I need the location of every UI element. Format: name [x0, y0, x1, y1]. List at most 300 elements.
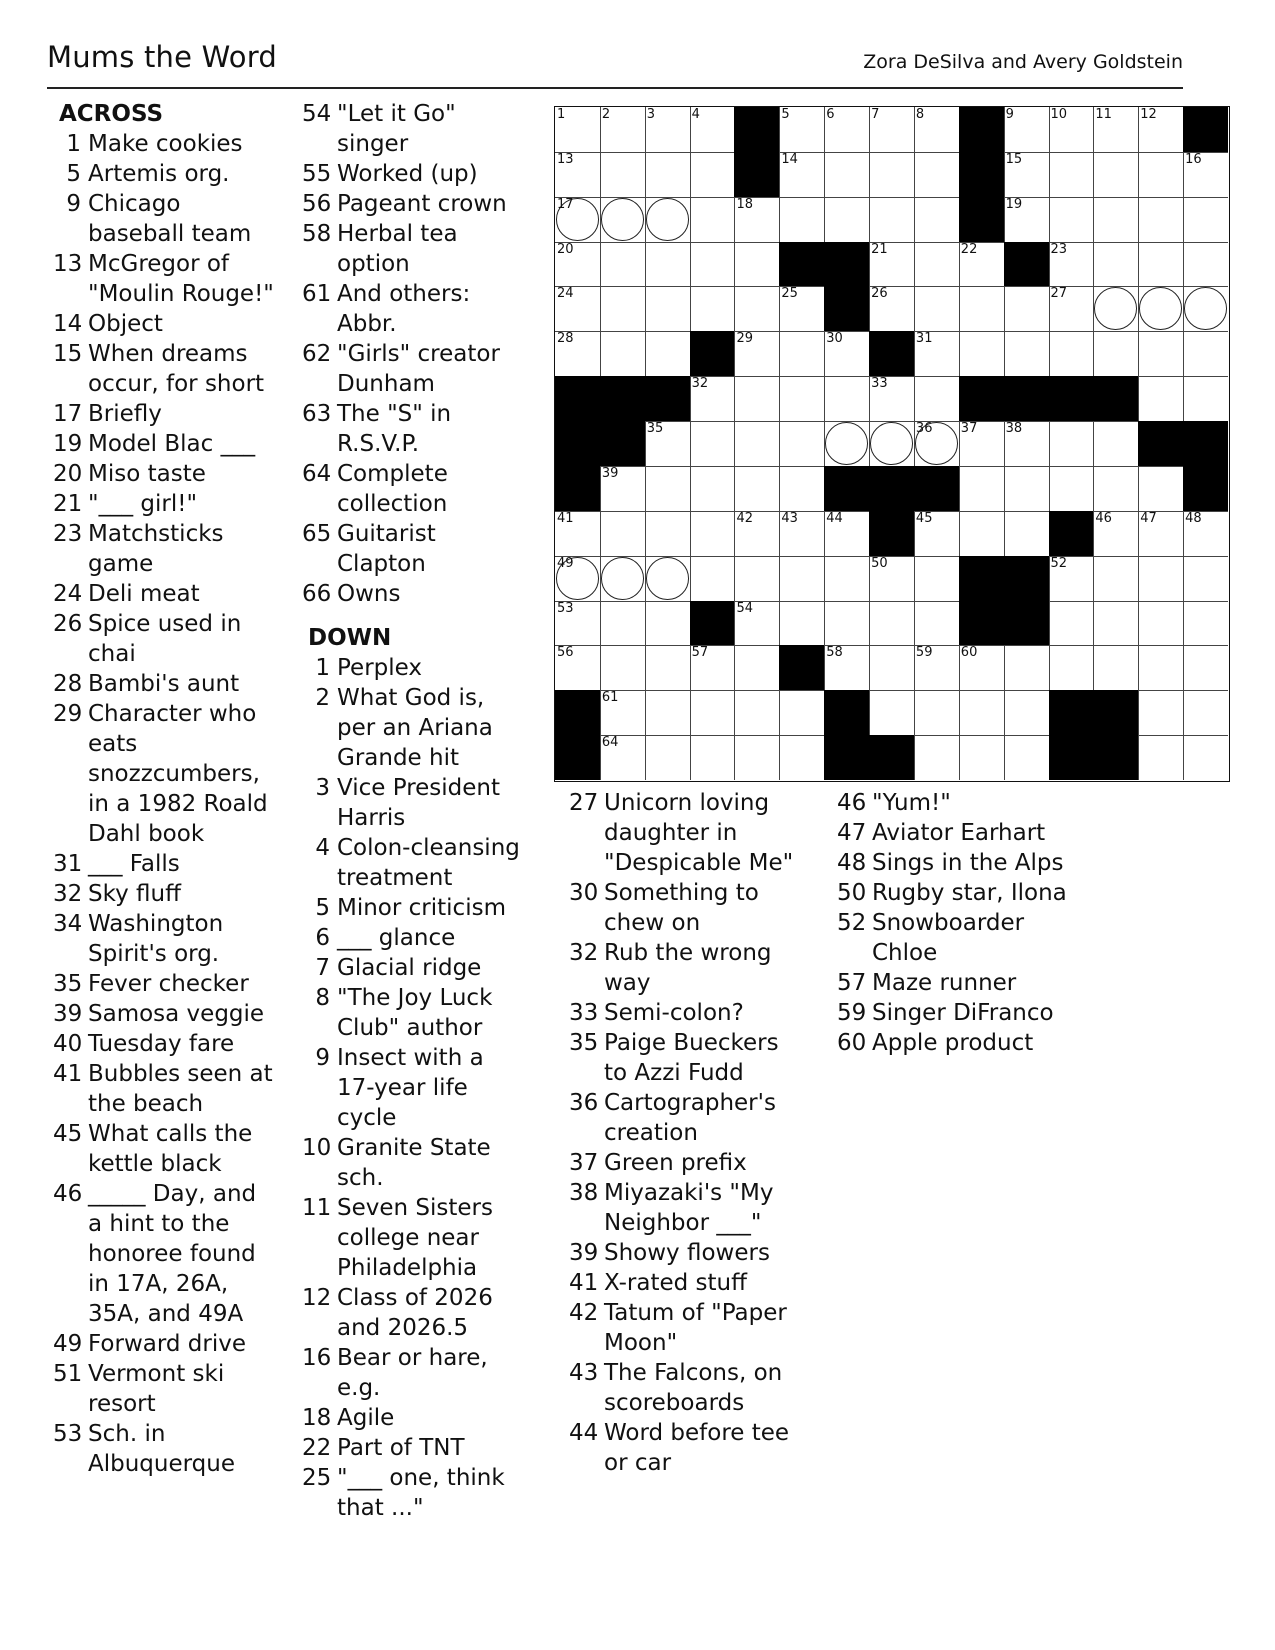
- grid-cell[interactable]: [645, 511, 691, 557]
- grid-cell[interactable]: [869, 556, 915, 602]
- clue-text: The Falcons, on scoreboards: [604, 1360, 783, 1416]
- grid-cell[interactable]: [1093, 152, 1139, 198]
- circle-marker: [1184, 287, 1227, 330]
- grid-cell[interactable]: [1138, 286, 1184, 332]
- clue-number: 41: [569, 1270, 599, 1296]
- grid-cell[interactable]: [1183, 511, 1228, 557]
- grid-cell[interactable]: [1138, 107, 1184, 153]
- grid-cell[interactable]: [1004, 421, 1050, 467]
- grid-cell[interactable]: [555, 556, 601, 602]
- grid-cell[interactable]: [555, 511, 601, 557]
- grid-cell[interactable]: [1049, 645, 1095, 691]
- grid-cell[interactable]: [734, 197, 780, 243]
- block-cell: [914, 466, 960, 512]
- grid-cell[interactable]: [959, 690, 1005, 736]
- grid-cell[interactable]: [914, 152, 960, 198]
- clue-text: Forward drive: [88, 1331, 247, 1357]
- grid-cell[interactable]: [779, 286, 825, 332]
- clue-number: 37: [569, 1150, 599, 1176]
- grid-cell[interactable]: [645, 197, 691, 243]
- grid-cell[interactable]: [824, 421, 870, 467]
- grid-cell[interactable]: [1093, 556, 1139, 602]
- grid-cell[interactable]: [779, 107, 825, 153]
- grid-cell[interactable]: [734, 331, 780, 377]
- clue-number: 19: [53, 431, 83, 457]
- grid-cell[interactable]: [1138, 556, 1184, 602]
- clue-item: [837, 998, 1087, 1028]
- grid-cell[interactable]: [959, 331, 1005, 377]
- grid-cell[interactable]: [600, 286, 646, 332]
- grid-cell[interactable]: [824, 331, 870, 377]
- grid-cell[interactable]: [734, 735, 780, 780]
- grid-cell[interactable]: [1183, 735, 1228, 780]
- clue-number: 34: [53, 911, 83, 937]
- clue-item: [302, 99, 524, 159]
- grid-cell[interactable]: [869, 376, 915, 422]
- grid-cell[interactable]: [734, 466, 780, 512]
- clue-item: [302, 579, 524, 609]
- grid-cell[interactable]: [690, 421, 736, 467]
- grid-cell[interactable]: [1183, 197, 1228, 243]
- grid-cell[interactable]: [600, 645, 646, 691]
- cell-number: 6: [826, 107, 835, 122]
- clue-text: "Yum!": [872, 790, 951, 816]
- block-cell: [734, 107, 780, 153]
- block-cell: [959, 556, 1005, 602]
- grid-cell[interactable]: [1004, 107, 1050, 153]
- grid-cell[interactable]: [645, 331, 691, 377]
- clue-item: [53, 399, 275, 429]
- grid-cell[interactable]: [1138, 242, 1184, 288]
- grid-cell[interactable]: [555, 601, 601, 647]
- cell-number: 61: [601, 690, 619, 706]
- grid-cell[interactable]: [779, 601, 825, 647]
- grid-cell[interactable]: [1004, 735, 1050, 780]
- clue-item: [302, 189, 524, 219]
- grid-cell[interactable]: [914, 197, 960, 243]
- cell-number: 28: [557, 331, 574, 347]
- cell-number: 27: [1050, 286, 1068, 302]
- cell-number: 24: [557, 286, 574, 302]
- clue-text: Miso taste: [88, 461, 206, 487]
- clue-item: [569, 1238, 801, 1268]
- grid-cell[interactable]: [914, 376, 960, 422]
- clue-number: 5: [315, 895, 330, 921]
- clue-text: Snowboarder Chloe: [872, 910, 1025, 966]
- grid-cell[interactable]: [1138, 152, 1184, 198]
- cell-number: 39: [601, 465, 619, 481]
- grid-cell[interactable]: [959, 242, 1005, 288]
- clue-number: 8: [315, 985, 330, 1011]
- grid-cell[interactable]: [690, 466, 736, 512]
- grid-cell[interactable]: [1093, 331, 1139, 377]
- grid-cell[interactable]: [959, 466, 1005, 512]
- grid-cell[interactable]: [645, 152, 691, 198]
- grid-cell[interactable]: [1183, 556, 1228, 602]
- grid-cell[interactable]: [1004, 645, 1050, 691]
- clue-number: 17: [53, 401, 83, 427]
- clue-number: 13: [53, 251, 83, 277]
- grid-cell[interactable]: [779, 331, 825, 377]
- grid-cell[interactable]: [1049, 601, 1095, 647]
- clue-number: 62: [302, 341, 332, 367]
- grid-cell[interactable]: [779, 556, 825, 602]
- grid-cell[interactable]: [869, 601, 915, 647]
- clue-item: [53, 339, 275, 399]
- grid-cell[interactable]: [1093, 286, 1139, 332]
- grid-cell[interactable]: [600, 331, 646, 377]
- grid-cell[interactable]: [600, 556, 646, 602]
- grid-cell[interactable]: [1183, 376, 1228, 422]
- grid-cell[interactable]: [1093, 511, 1139, 557]
- grid-cell[interactable]: [1138, 197, 1184, 243]
- clue-text: "The Joy Luck Club" author: [337, 985, 493, 1041]
- grid-cell[interactable]: [1138, 601, 1184, 647]
- clue-item: [302, 653, 524, 683]
- clue-number: 32: [53, 881, 83, 907]
- grid-cell[interactable]: [1049, 197, 1095, 243]
- grid-cell[interactable]: [1093, 242, 1139, 288]
- grid-cell[interactable]: [690, 511, 736, 557]
- clue-text: Semi-colon?: [604, 1000, 744, 1026]
- grid-cell[interactable]: [869, 197, 915, 243]
- cell-number: 64: [601, 735, 619, 751]
- grid-cell[interactable]: [1183, 331, 1228, 377]
- grid-cell[interactable]: [824, 556, 870, 602]
- cell-number: 22: [960, 241, 978, 257]
- clue-item: [569, 998, 801, 1028]
- clue-item: [53, 489, 275, 519]
- grid-cell[interactable]: [555, 152, 601, 198]
- grid-cell[interactable]: [1004, 331, 1050, 377]
- clue-number: 39: [569, 1240, 599, 1266]
- grid-cell[interactable]: [1138, 645, 1184, 691]
- clue-text: McGregor of "Moulin Rouge!": [88, 251, 274, 307]
- grid-cell[interactable]: [600, 152, 646, 198]
- block-cell: [555, 735, 601, 780]
- grid-cell[interactable]: [869, 286, 915, 332]
- grid-cell[interactable]: [555, 331, 601, 377]
- grid-cell[interactable]: [779, 376, 825, 422]
- grid-cell[interactable]: [959, 286, 1005, 332]
- grid-cell[interactable]: [1183, 645, 1228, 691]
- block-cell: [600, 421, 646, 467]
- grid-cell[interactable]: [645, 107, 691, 153]
- clue-text: _____ Day, and a hint to the honoree found in 17A, 26A, 35A, and 49A: [88, 1181, 257, 1327]
- cell-number: 56: [557, 645, 574, 661]
- cell-number: 59: [915, 645, 933, 661]
- clue-item: [53, 309, 275, 339]
- grid-cell[interactable]: [959, 645, 1005, 691]
- clue-item: [53, 1329, 275, 1359]
- grid-cell[interactable]: [600, 601, 646, 647]
- grid-cell[interactable]: [1049, 286, 1095, 332]
- clue-number: 60: [837, 1030, 867, 1056]
- grid-cell[interactable]: [645, 645, 691, 691]
- clue-item: [53, 909, 275, 969]
- clue-number: 56: [302, 191, 332, 217]
- grid-cell[interactable]: [690, 152, 736, 198]
- grid-cell[interactable]: [869, 421, 915, 467]
- clue-number: 35: [569, 1030, 599, 1056]
- grid-cell[interactable]: [645, 735, 691, 780]
- grid-cell[interactable]: [1049, 466, 1095, 512]
- grid-cell[interactable]: [1049, 242, 1095, 288]
- cell-number: 3: [646, 107, 655, 122]
- grid-cell[interactable]: [1138, 511, 1184, 557]
- grid-cell[interactable]: [734, 376, 780, 422]
- cell-number: 44: [826, 510, 843, 526]
- grid-cell[interactable]: [914, 286, 960, 332]
- grid-cell[interactable]: [555, 242, 601, 288]
- grid-cell[interactable]: [824, 601, 870, 647]
- clue-text: What calls the kettle black: [88, 1121, 253, 1177]
- grid-cell[interactable]: [1138, 466, 1184, 512]
- grid-cell[interactable]: [1093, 421, 1139, 467]
- grid-cell[interactable]: [1004, 152, 1050, 198]
- grid-cell[interactable]: [959, 511, 1005, 557]
- grid-cell[interactable]: [1138, 735, 1184, 780]
- clue-number: 53: [53, 1421, 83, 1447]
- clue-text: Colon-cleansing treatment: [337, 835, 520, 891]
- block-cell: [1138, 421, 1184, 467]
- grid-cell[interactable]: [1138, 376, 1184, 422]
- grid-cell[interactable]: [645, 690, 691, 736]
- grid-cell[interactable]: [555, 286, 601, 332]
- grid-cell[interactable]: [600, 197, 646, 243]
- clue-text: Make cookies: [88, 131, 243, 157]
- clue-item: [302, 1283, 524, 1343]
- clue-number: 4: [315, 835, 330, 861]
- grid-cell[interactable]: [734, 511, 780, 557]
- grid-cell[interactable]: [600, 735, 646, 780]
- grid-cell[interactable]: [914, 242, 960, 288]
- grid-cell[interactable]: [690, 645, 736, 691]
- clue-item: [569, 1298, 801, 1358]
- clue-item: [53, 699, 275, 849]
- grid-cell[interactable]: [690, 242, 736, 288]
- grid-cell[interactable]: [1004, 690, 1050, 736]
- grid-cell[interactable]: [645, 242, 691, 288]
- circle-marker: [601, 198, 644, 241]
- grid-cell[interactable]: [779, 511, 825, 557]
- grid-cell[interactable]: [779, 197, 825, 243]
- grid-cell[interactable]: [1004, 286, 1050, 332]
- grid-cell[interactable]: [914, 690, 960, 736]
- grid-cell[interactable]: [1049, 152, 1095, 198]
- cell-number: 25: [781, 286, 798, 302]
- grid-cell[interactable]: [734, 690, 780, 736]
- clue-text: Minor criticism: [337, 895, 506, 921]
- block-cell: [959, 107, 1005, 153]
- clue-text: Deli meat: [88, 581, 200, 607]
- grid-cell[interactable]: [690, 376, 736, 422]
- grid-cell[interactable]: [1183, 690, 1228, 736]
- clue-text: Miyazaki's "My Neighbor ___": [604, 1180, 774, 1236]
- clue-text: Pageant crown: [337, 191, 507, 217]
- grid-cell[interactable]: [690, 690, 736, 736]
- grid-cell[interactable]: [1183, 286, 1228, 332]
- clue-item: [569, 1028, 801, 1088]
- clue-text: Cartographer's creation: [604, 1090, 776, 1146]
- grid-cell[interactable]: [914, 601, 960, 647]
- grid-cell[interactable]: [914, 556, 960, 602]
- block-cell: [824, 690, 870, 736]
- grid-cell[interactable]: [1183, 601, 1228, 647]
- grid-cell[interactable]: [1049, 556, 1095, 602]
- block-cell: [824, 466, 870, 512]
- cell-number: 41: [557, 510, 574, 526]
- grid-cell[interactable]: [914, 735, 960, 780]
- grid-cell[interactable]: [824, 197, 870, 243]
- grid-cell[interactable]: [1183, 152, 1228, 198]
- clue-text: Worked (up): [337, 161, 478, 187]
- clue-number: 6: [315, 925, 330, 951]
- clue-number: 45: [53, 1121, 83, 1147]
- grid-cell[interactable]: [1093, 601, 1139, 647]
- clue-text: Showy flowers: [604, 1240, 770, 1266]
- grid-cell[interactable]: [1183, 242, 1228, 288]
- grid-cell[interactable]: [1093, 107, 1139, 153]
- grid-cell[interactable]: [869, 645, 915, 691]
- clue-text: Perplex: [337, 655, 423, 681]
- clue-number: 42: [569, 1300, 599, 1326]
- clue-number: 11: [302, 1195, 332, 1221]
- clue-text: Word before tee or car: [604, 1420, 790, 1476]
- grid-cell[interactable]: [600, 511, 646, 557]
- grid-cell[interactable]: [779, 466, 825, 512]
- cell-number: 52: [1050, 555, 1068, 571]
- grid-cell[interactable]: [824, 152, 870, 198]
- grid-cell[interactable]: [1093, 466, 1139, 512]
- block-cell: [1093, 735, 1139, 780]
- clue-item: [569, 938, 801, 998]
- clue-number: 55: [302, 161, 332, 187]
- clue-item: [53, 999, 275, 1029]
- cell-number: 23: [1050, 241, 1068, 257]
- cell-number: 26: [871, 286, 888, 302]
- clue-number: 49: [53, 1331, 83, 1357]
- grid-cell[interactable]: [869, 152, 915, 198]
- grid-cell[interactable]: [1093, 197, 1139, 243]
- clue-item: [53, 1179, 275, 1329]
- grid-cell[interactable]: [869, 242, 915, 288]
- clue-number: 20: [53, 461, 83, 487]
- grid-cell[interactable]: [869, 690, 915, 736]
- grid-cell[interactable]: [1049, 421, 1095, 467]
- clue-item: [302, 1193, 524, 1283]
- grid-cell[interactable]: [824, 107, 870, 153]
- grid-cell[interactable]: [914, 107, 960, 153]
- clue-text: Artemis org.: [88, 161, 230, 187]
- grid-cell[interactable]: [690, 197, 736, 243]
- clue-text: Agile: [337, 1405, 395, 1431]
- grid-cell[interactable]: [555, 197, 601, 243]
- grid-cell[interactable]: [645, 286, 691, 332]
- grid-cell[interactable]: [645, 466, 691, 512]
- clue-text: X-rated stuff: [604, 1270, 747, 1296]
- clue-item: [569, 1148, 801, 1178]
- grid-cell[interactable]: [690, 556, 736, 602]
- grid-cell[interactable]: [779, 152, 825, 198]
- grid-cell[interactable]: [914, 331, 960, 377]
- grid-cell[interactable]: [959, 421, 1005, 467]
- grid-cell[interactable]: [600, 107, 646, 153]
- grid-cell[interactable]: [1049, 107, 1095, 153]
- grid-cell[interactable]: [824, 645, 870, 691]
- grid-cell[interactable]: [779, 690, 825, 736]
- clue-column-2: [302, 99, 524, 1523]
- grid-cell[interactable]: [690, 286, 736, 332]
- clue-item: [302, 1043, 524, 1133]
- grid-cell[interactable]: [734, 242, 780, 288]
- grid-cell[interactable]: [914, 511, 960, 557]
- grid-cell[interactable]: [600, 690, 646, 736]
- grid-cell[interactable]: [734, 601, 780, 647]
- block-cell: [959, 376, 1005, 422]
- grid-cell[interactable]: [690, 735, 736, 780]
- grid-cell[interactable]: [824, 511, 870, 557]
- cell-number: 20: [557, 241, 574, 257]
- cell-number: 5: [781, 107, 790, 122]
- grid-cell[interactable]: [555, 107, 601, 153]
- grid-cell[interactable]: [734, 421, 780, 467]
- grid-cell[interactable]: [734, 645, 780, 691]
- grid-cell[interactable]: [1093, 645, 1139, 691]
- cell-number: 10: [1050, 107, 1068, 122]
- grid-cell[interactable]: [1138, 331, 1184, 377]
- block-cell: [555, 690, 601, 736]
- clue-text: Briefly: [88, 401, 162, 427]
- clue-number: 35: [53, 971, 83, 997]
- grid-cell[interactable]: [1049, 331, 1095, 377]
- grid-cell[interactable]: [645, 421, 691, 467]
- clue-item: [53, 609, 275, 669]
- grid-cell[interactable]: [914, 421, 960, 467]
- clue-item: [302, 519, 524, 579]
- grid-cell[interactable]: [959, 735, 1005, 780]
- clue-number: 36: [569, 1090, 599, 1116]
- grid-cell[interactable]: [869, 107, 915, 153]
- cell-number: 35: [646, 421, 664, 437]
- header-divider: [47, 87, 1183, 89]
- clue-text: Washington Spirit's org.: [88, 911, 224, 967]
- clue-text: Chicago baseball team: [88, 191, 252, 247]
- clue-number: 1: [315, 655, 330, 681]
- grid-cell[interactable]: [734, 286, 780, 332]
- grid-cell[interactable]: [734, 556, 780, 602]
- clue-number: 61: [302, 281, 332, 307]
- grid-cell[interactable]: [690, 107, 736, 153]
- clue-number: 48: [837, 850, 867, 876]
- grid-cell[interactable]: [1004, 197, 1050, 243]
- grid-cell[interactable]: [600, 466, 646, 512]
- grid-cell[interactable]: [555, 645, 601, 691]
- grid-cell[interactable]: [824, 376, 870, 422]
- grid-cell[interactable]: [1138, 690, 1184, 736]
- grid-cell[interactable]: [645, 556, 691, 602]
- grid-cell[interactable]: [779, 421, 825, 467]
- grid-cell[interactable]: [645, 601, 691, 647]
- grid-cell[interactable]: [1004, 511, 1050, 557]
- grid-cell[interactable]: [914, 645, 960, 691]
- grid-cell[interactable]: [779, 735, 825, 780]
- grid-cell[interactable]: [600, 242, 646, 288]
- grid-cell[interactable]: [1004, 466, 1050, 512]
- cell-number: 60: [960, 645, 978, 661]
- clue-item: [569, 1358, 801, 1418]
- puzzle-authors: Zora DeSilva and Avery Goldstein: [863, 51, 1183, 73]
